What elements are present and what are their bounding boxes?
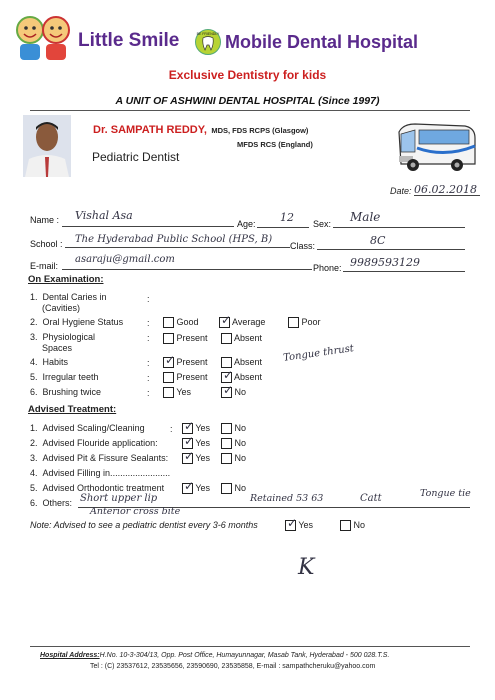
opt-irregular-absent[interactable]: ✓ Absent [223, 368, 263, 383]
name-label: Name : [30, 215, 60, 225]
checkbox-brush-no[interactable] [221, 383, 234, 398]
opt-physio-present[interactable]: Present [163, 333, 208, 344]
others-text-3: Catt [360, 493, 382, 504]
checkbox-poor[interactable] [288, 317, 299, 328]
doctor-name: Dr. SAMPATH REDDY, MDS, FDS RCPS (Glasgow) [93, 124, 309, 136]
habits-note: Tongue thrust [282, 343, 355, 364]
signature: K [298, 555, 315, 580]
checkbox-sealant-no[interactable] [221, 453, 232, 464]
email-value: asaraju@gmail.com [75, 254, 175, 265]
checkbox-ortho-no[interactable] [221, 483, 232, 494]
advised-heading: Advised Treatment: [28, 404, 117, 415]
name-value: Vishal Asa [75, 209, 133, 222]
exam-colon-1: : [147, 294, 150, 304]
exam-colon-4: : [147, 358, 150, 368]
advised-colon-1: : [170, 424, 173, 434]
note-no[interactable]: No [340, 520, 365, 531]
school-label: School : [30, 239, 63, 249]
checkbox-sealant-yes[interactable] [182, 449, 195, 464]
tooth-icon [196, 33, 220, 53]
exam-colon-5: : [147, 373, 150, 383]
class-line [317, 249, 465, 250]
checkbox-brush-yes[interactable] [163, 387, 174, 398]
check-icon: ✓ [184, 449, 195, 464]
checkbox-average[interactable] [219, 313, 232, 328]
checkbox-physio-absent[interactable] [221, 333, 232, 344]
checkbox-scaling-yes[interactable] [182, 419, 195, 434]
ortho-no[interactable]: No [221, 483, 246, 494]
check-icon: ✓ [223, 368, 234, 383]
phone-value: 9989593129 [350, 256, 420, 269]
check-icon: ✓ [223, 383, 234, 398]
others-text-2: Retained 53 63 [250, 493, 324, 504]
sealant-yes[interactable]: ✓ Yes [184, 449, 211, 464]
opt-poor[interactable]: Poor [288, 317, 321, 328]
checkbox-good[interactable] [163, 317, 174, 328]
exam-heading: On Examination: [28, 274, 104, 285]
advice-note: Note: Advised to see a pediatric dentist every 3-6 months [30, 520, 258, 530]
date-value: 06.02.2018 [414, 183, 477, 196]
exam-colon-2: : [147, 318, 150, 328]
check-icon: ✓ [184, 419, 195, 434]
email-label: E-mail: [30, 261, 59, 271]
others-text-1: Short upper lip [80, 493, 158, 504]
age-value: 12 [280, 211, 294, 224]
advised-item-1: 1. Advised Scaling/Cleaning [30, 423, 145, 433]
footer-rule [30, 646, 470, 647]
phone-label: Phone: [313, 263, 342, 273]
bus-icon [395, 118, 477, 178]
fluoride-yes[interactable]: ✓ Yes [184, 434, 211, 449]
doctor-quals2: MFDS RCS (England) [237, 140, 313, 149]
checkbox-irregular-absent[interactable] [221, 368, 234, 383]
scaling-yes[interactable]: ✓ Yes [184, 419, 211, 434]
checkbox-habits-absent[interactable] [221, 357, 232, 368]
class-value: 8C [370, 234, 386, 247]
date-line [414, 195, 480, 196]
opt-habits-absent[interactable]: Absent [221, 357, 262, 368]
checkbox-ortho-yes[interactable] [182, 479, 195, 494]
school-line [65, 247, 290, 248]
exam-item-1: 1. Dental Caries in [30, 292, 107, 302]
clinic-title [78, 30, 179, 52]
school-value: The Hyderabad Public School (HPS, B) [75, 234, 273, 245]
sealant-no[interactable]: No [221, 453, 246, 464]
checkbox-note-no[interactable] [340, 520, 351, 531]
note-yes[interactable]: ✓ Yes [287, 516, 314, 531]
name-line [62, 226, 234, 227]
specialty: Pediatric Dentist [92, 150, 180, 164]
opt-average[interactable]: ✓ Average [221, 313, 266, 328]
ortho-yes[interactable]: ✓ Yes [184, 479, 211, 494]
exam-item-4: 4. Habits [30, 357, 69, 367]
email-line [62, 269, 312, 270]
checkbox-scaling-no[interactable] [221, 423, 232, 434]
checkbox-fluoride-yes[interactable] [182, 434, 195, 449]
footer-address: Hospital Address:H.No. 10-3-304/13, Opp. Post Office, Humayunnagar, Masab Tank, Hyderabad - 500 028.T.S. [40, 652, 390, 659]
age-line [257, 227, 309, 228]
exam-colon-3: : [147, 333, 150, 343]
exam-item-3-sub: Spaces [42, 343, 73, 353]
checkbox-fluoride-no[interactable] [221, 438, 232, 449]
checkbox-note-yes[interactable] [285, 516, 298, 531]
opt-brush-yes[interactable]: Yes [163, 387, 191, 398]
unit-line: A UNIT OF ASHWINI DENTAL HOSPITAL (Since 1997) [115, 95, 380, 107]
advised-item-3: 3. Advised Pit & Fissure Sealants: [30, 453, 169, 463]
header-rule [30, 110, 470, 111]
sex-label: Sex: [313, 219, 332, 229]
exam-item-3: 3. Physiological [30, 332, 96, 342]
opt-good[interactable]: Good [163, 317, 199, 328]
footer-tel: Tel : (C) 23537612, 23535656, 23590690, 23535858, E-mail : sampathcheruku@yahoo.com [90, 663, 376, 670]
age-label: Age: [237, 219, 256, 229]
advised-item-2: 2. Advised Flouride application: [30, 438, 158, 448]
opt-physio-absent[interactable]: Absent [221, 333, 262, 344]
others-text-4: Tongue tie [420, 488, 471, 499]
check-icon: ✓ [184, 434, 195, 449]
exam-item-2: 2. Oral Hygiene Status [30, 317, 124, 327]
kids-logo [10, 12, 78, 64]
sex-line [333, 227, 465, 228]
opt-irregular-present[interactable]: Present [163, 372, 208, 383]
advised-item-6: 6. Others: [30, 498, 73, 508]
check-icon: ✓ [221, 313, 232, 328]
check-icon: ✓ [165, 353, 176, 368]
phone-line [343, 271, 465, 272]
exam-colon-6: : [147, 388, 150, 398]
exam-item-1-sub: (Cavities) [42, 303, 81, 313]
advised-item-5: 5. Advised Orthodontic treatment [30, 483, 165, 493]
checkbox-habits-present[interactable] [163, 353, 176, 368]
others-text-5: Anterior cross bite [90, 506, 181, 517]
scaling-no[interactable]: No [221, 423, 246, 434]
clinic-title-right: Mobile Dental Hospital [225, 32, 419, 52]
check-icon: ✓ [184, 479, 195, 494]
subtitle: Exclusive Dentistry for kids [168, 68, 327, 82]
badge-text: BE FRIENDLY [196, 32, 220, 36]
check-icon: ✓ [287, 516, 298, 531]
checkbox-physio-present[interactable] [163, 333, 174, 344]
title-left: Little Smile [78, 30, 180, 51]
date-label: Date: [390, 186, 412, 196]
sex-value: Male [350, 210, 381, 224]
advised-item-4: 4. Advised Filling in........................ [30, 468, 171, 478]
class-label: Class: [290, 241, 316, 251]
tooth-badge [195, 29, 221, 55]
opt-brush-no[interactable]: ✓ No [223, 383, 247, 398]
checkbox-irregular-present[interactable] [163, 372, 174, 383]
opt-habits-present[interactable]: ✓ Present [165, 353, 208, 368]
exam-item-6: 6. Brushing twice [30, 387, 102, 397]
exam-item-5: 5. Irregular teeth [30, 372, 99, 382]
doctor-photo [23, 115, 71, 177]
fluoride-no[interactable]: No [221, 438, 246, 449]
